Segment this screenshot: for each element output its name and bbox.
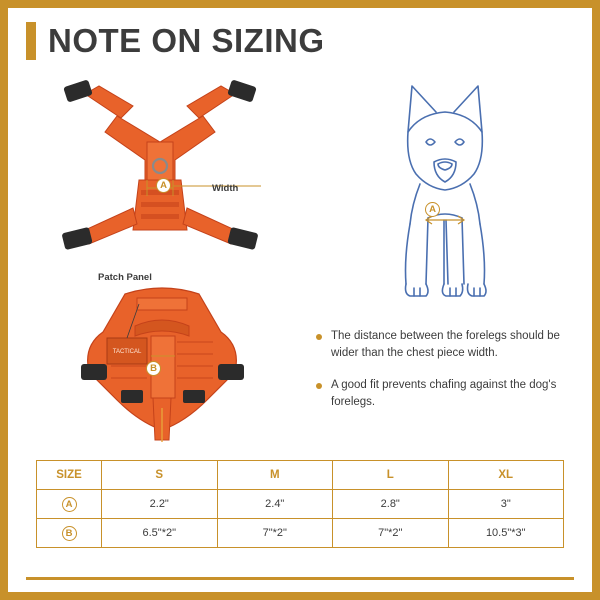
table-row [37, 490, 564, 519]
notes-list [316, 328, 566, 425]
note-item [316, 328, 566, 363]
frame-inner-rule [26, 577, 574, 580]
note-text: The distance between the forelegs should be wider than the chest piece width. [331, 330, 560, 360]
harness-flat-illustration [55, 280, 270, 450]
badge-b-harness: B [146, 361, 161, 376]
svg-text:TACTICAL: TACTICAL [112, 349, 142, 355]
badge-a-cell: A [62, 497, 77, 512]
cell-a-s: 2.2" [102, 490, 218, 519]
cell-b-l: 7"*2" [333, 519, 449, 548]
table-header-l: L [333, 461, 449, 490]
table-header-xl: XL [448, 461, 564, 490]
table-header-m: M [217, 461, 333, 490]
frame-border-left [0, 0, 8, 600]
note-item [316, 377, 566, 412]
table-header-size: SIZE [37, 461, 102, 490]
size-table [36, 460, 564, 548]
bullet-dot-icon [316, 334, 322, 340]
dog-outline-illustration [350, 78, 540, 318]
badge-a-harness: A [156, 178, 171, 193]
row-label-b [37, 519, 102, 548]
badge-b-cell: B [62, 526, 77, 541]
cell-a-l: 2.8" [333, 490, 449, 519]
cell-b-m: 7"*2" [217, 519, 333, 548]
table-header-s: S [102, 461, 218, 490]
harness-front-illustration [55, 80, 265, 265]
cell-a-m: 2.4" [217, 490, 333, 519]
badge-a-dog: A [425, 202, 440, 217]
table-row [37, 519, 564, 548]
bullet-dot-icon [316, 383, 322, 389]
dog-outline-svg [350, 78, 540, 318]
page-title [26, 22, 325, 60]
frame-border-top [0, 0, 600, 8]
table-header-row [37, 461, 564, 490]
frame-border-bottom [0, 592, 600, 600]
title-accent-bar [26, 22, 36, 60]
patch-panel-label: Patch Panel [98, 272, 152, 283]
width-label: Width [212, 183, 239, 194]
frame-border-right [592, 0, 600, 600]
harness-front-svg [55, 80, 265, 265]
harness-flat-svg [55, 280, 270, 450]
note-text: A good fit prevents chafing against the dog's forelegs. [331, 378, 557, 408]
cell-b-s: 6.5"*2" [102, 519, 218, 548]
cell-a-xl: 3" [448, 490, 564, 519]
row-label-a [37, 490, 102, 519]
cell-b-xl: 10.5"*3" [448, 519, 564, 548]
title-text: NOTE ON SIZING [48, 22, 325, 59]
